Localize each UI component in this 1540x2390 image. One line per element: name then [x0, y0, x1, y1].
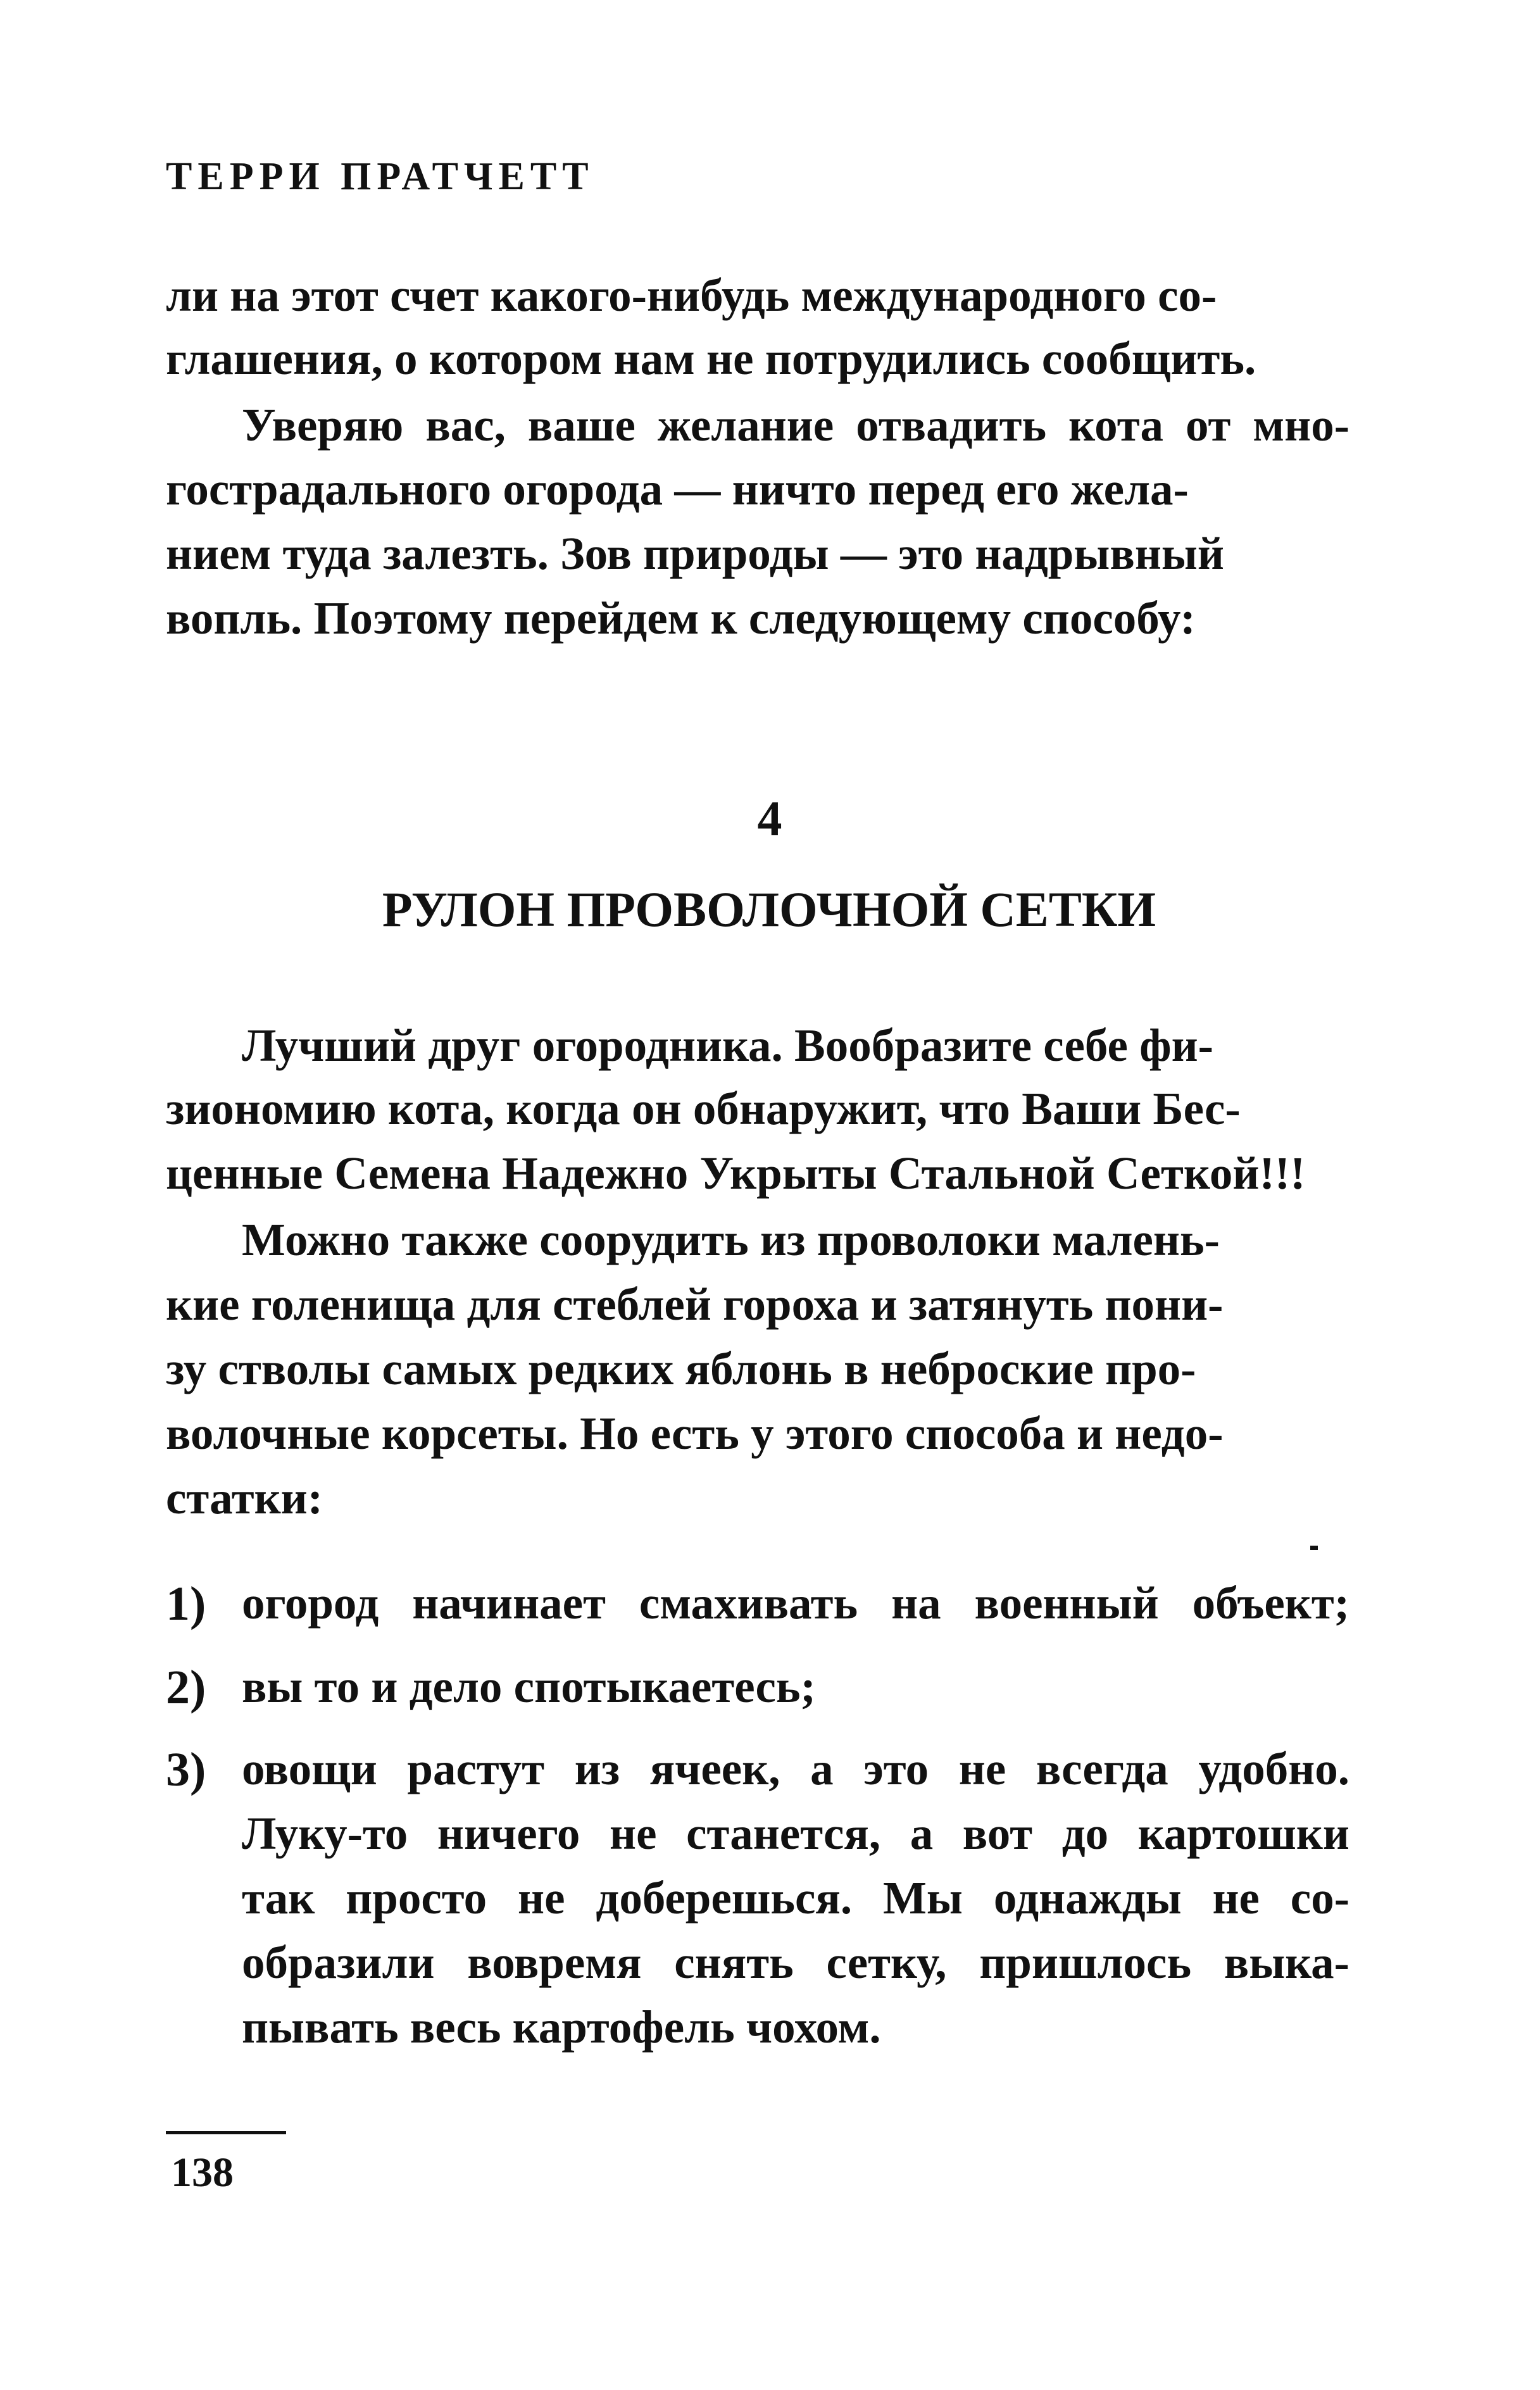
text-line: Можно также соорудить из проволоки малень-: [242, 1214, 1220, 1265]
text-line: волочные корсеты. Но есть у этого способа и недо-: [166, 1408, 1224, 1459]
text-line: нием туда залезть. Зов природы — это надрывный: [166, 528, 1224, 579]
text-line: статки:: [166, 1472, 323, 1523]
list-item-text: огород начинает смахивать на военный объект;: [242, 1577, 1350, 1629]
list-item-text: образили вовремя снять сетку, пришлось выка-: [242, 1937, 1349, 1988]
list-item-text: так просто не доберешься. Мы однажды не со-: [242, 1872, 1350, 1924]
list-number: 3): [166, 1743, 206, 1796]
list-number: 1): [166, 1577, 206, 1630]
list-item-text: вы то и дело спотыкаетесь;: [242, 1661, 816, 1712]
text-line: Уверяю вас, ваше желание отвадить кота от мно-: [242, 399, 1350, 451]
text-line: ценные Семена Надежно Укрыты Стальной Сеткой!!!: [166, 1148, 1306, 1199]
text-line: гострадального огорода — ничто перед его жела-: [166, 463, 1189, 515]
chapter-number: 4: [757, 791, 782, 846]
stray-mark: [1310, 1546, 1318, 1550]
text-line: глашения, о котором нам не потрудились сообщить.: [166, 333, 1256, 384]
page-number: 138: [171, 2149, 234, 2196]
text-line: вопль. Поэтому перейдем к следующему способу:: [166, 592, 1196, 644]
text-line: зиономию кота, когда он обнаружит, что Ваши Бес-: [166, 1083, 1241, 1134]
text-line: зу стволы самых редких яблонь в неброские про-: [166, 1343, 1196, 1394]
list-number: 2): [166, 1661, 206, 1714]
running-head: ТЕРРИ ПРАТЧЕТТ: [166, 155, 594, 198]
list-item-text: пывать весь картофель чохом.: [242, 2001, 881, 2053]
chapter-title: РУЛОН ПРОВОЛОЧНОЙ СЕТКИ: [382, 882, 1156, 937]
list-item-text: овощи растут из ячеек, а это не всегда удобно.: [242, 1743, 1350, 1794]
list-item-text: Луку-то ничего не станется, а вот до картошки: [242, 1808, 1349, 1859]
text-line: кие голенища для стеблей гороха и затянуть пони-: [166, 1279, 1224, 1330]
footer-rule: [166, 2131, 286, 2134]
text-line: ли на этот счет какого-нибудь международного со-: [166, 270, 1217, 321]
text-line: Лучший друг огородника. Вообразите себе фи-: [242, 1020, 1213, 1071]
